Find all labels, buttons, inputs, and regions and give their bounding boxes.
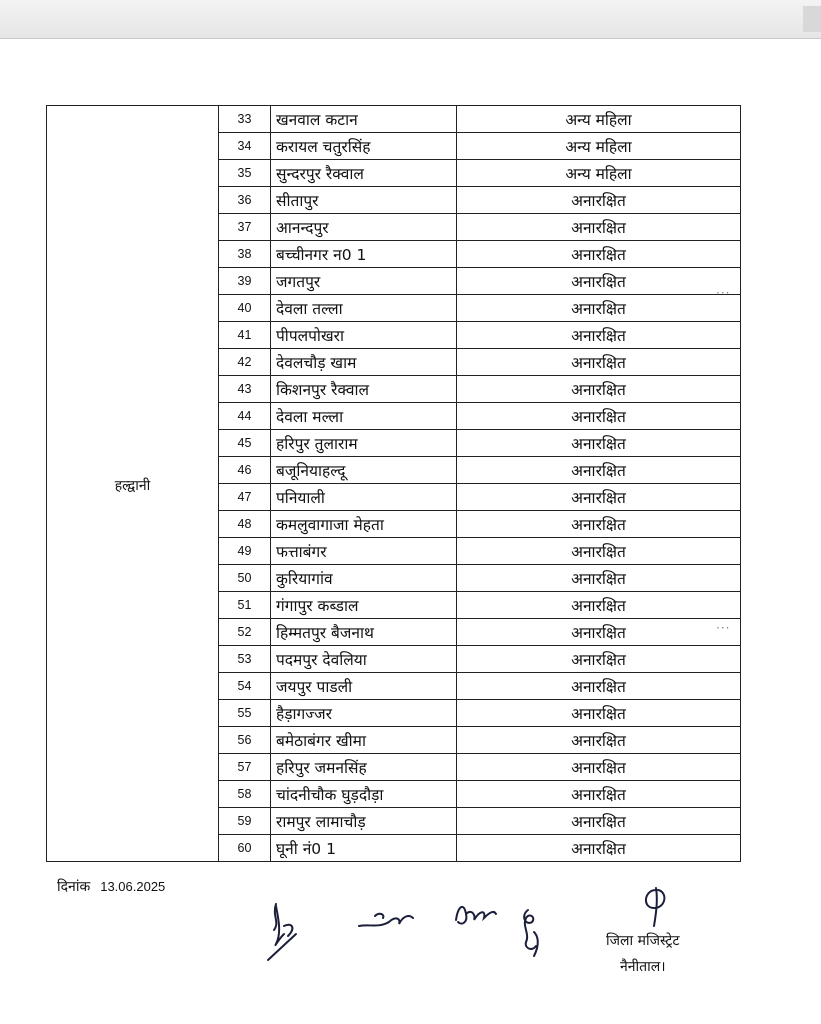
serial-number: 36 (219, 187, 271, 214)
reservation-category: अनारक्षित (457, 187, 741, 214)
village-name: पनियाली (271, 484, 457, 511)
reservation-category: अन्य महिला (457, 106, 741, 133)
serial-number: 54 (219, 673, 271, 700)
reservation-category: अनारक्षित (457, 565, 741, 592)
village-name: चांदनीचौक घुड़दौड़ा (271, 781, 457, 808)
serial-number: 45 (219, 430, 271, 457)
serial-number: 56 (219, 727, 271, 754)
reservation-category: अनारक्षित (457, 430, 741, 457)
village-name: खनवाल कटान (271, 106, 457, 133)
village-name: पदमपुर देवलिया (271, 646, 457, 673)
serial-number: 43 (219, 376, 271, 403)
reservation-category: अनारक्षित (457, 646, 741, 673)
serial-number: 46 (219, 457, 271, 484)
village-name: हरिपुर तुलाराम (271, 430, 457, 457)
signature-2 (355, 906, 417, 936)
serial-number: 47 (219, 484, 271, 511)
village-name: जगतपुर (271, 268, 457, 295)
table-row (47, 106, 741, 133)
reservation-table (46, 105, 741, 862)
reservation-category: अनारक्षित (457, 376, 741, 403)
signature-4 (512, 906, 548, 962)
reservation-category: अनारक्षित (457, 538, 741, 565)
reservation-category: अनारक्षित (457, 835, 741, 862)
reservation-category: अनारक्षित (457, 700, 741, 727)
village-name: सीतापुर (271, 187, 457, 214)
village-name: सुन्दरपुर रैक्वाल (271, 160, 457, 187)
reservation-category: अन्य महिला (457, 160, 741, 187)
village-name: आनन्दपुर (271, 214, 457, 241)
village-name: करायल चतुरसिंह (271, 133, 457, 160)
designation-title: जिला मजिस्ट्रेट (606, 933, 680, 949)
village-name: बच्चीनगर न0 1 (271, 241, 457, 268)
serial-number: 51 (219, 592, 271, 619)
serial-number: 33 (219, 106, 271, 133)
reservation-category: अनारक्षित (457, 268, 741, 295)
village-name: देवला तल्ला (271, 295, 457, 322)
viewer-top-bar (0, 0, 821, 39)
reservation-category: अनारक्षित (457, 511, 741, 538)
reservation-table-body (47, 106, 741, 862)
serial-number: 50 (219, 565, 271, 592)
reservation-category: अनारक्षित (457, 214, 741, 241)
village-name: देवलचौड़ खाम (271, 349, 457, 376)
serial-number: 60 (219, 835, 271, 862)
reservation-category: अनारक्षित (457, 484, 741, 511)
serial-number: 58 (219, 781, 271, 808)
serial-number: 44 (219, 403, 271, 430)
reservation-category: अनारक्षित (457, 322, 741, 349)
reservation-category: अनारक्षित (457, 457, 741, 484)
village-name: घूनी नं0 1 (271, 835, 457, 862)
village-name: गंगापुर कब्डाल (271, 592, 457, 619)
date-value: 13.06.2025 (100, 879, 166, 894)
reservation-category: अनारक्षित (457, 349, 741, 376)
serial-number: 41 (219, 322, 271, 349)
village-name: कुरियागांव (271, 565, 457, 592)
signature-3 (450, 896, 500, 932)
designation-location: नैनीताल। (620, 959, 666, 975)
serial-number: 48 (219, 511, 271, 538)
serial-number: 38 (219, 241, 271, 268)
reservation-category: अनारक्षित (457, 754, 741, 781)
reservation-category: अनारक्षित (457, 808, 741, 835)
village-name: रामपुर लामाचौड़ (271, 808, 457, 835)
signature-1 (262, 896, 312, 962)
village-name: देवला मल्ला (271, 403, 457, 430)
date-line (57, 877, 165, 896)
serial-number: 37 (219, 214, 271, 241)
village-name: किशनपुर रैक्वाल (271, 376, 457, 403)
serial-number: 39 (219, 268, 271, 295)
serial-number: 55 (219, 700, 271, 727)
serial-number: 59 (219, 808, 271, 835)
reservation-category: अनारक्षित (457, 619, 741, 646)
reservation-category: अनारक्षित (457, 403, 741, 430)
serial-number: 40 (219, 295, 271, 322)
serial-number: 34 (219, 133, 271, 160)
reservation-category: अनारक्षित (457, 781, 741, 808)
village-name: कमलुवागाजा मेहता (271, 511, 457, 538)
serial-number: 53 (219, 646, 271, 673)
scan-speck: ··· (716, 286, 731, 300)
village-name: बजूनियाहल्दू (271, 457, 457, 484)
serial-number: 49 (219, 538, 271, 565)
scan-speck: ··· (716, 621, 731, 635)
village-name: हिम्मतपुर बैजनाथ (271, 619, 457, 646)
designation-block (606, 928, 680, 980)
reservation-category: अनारक्षित (457, 295, 741, 322)
village-name: हरिपुर जमनसिंह (271, 754, 457, 781)
serial-number: 42 (219, 349, 271, 376)
date-label: दिनांक (57, 879, 91, 895)
village-name: जयपुर पाडली (271, 673, 457, 700)
village-name: बमेठाबंगर खीमा (271, 727, 457, 754)
serial-number: 57 (219, 754, 271, 781)
district-cell: हल्द्वानी (47, 106, 219, 862)
reservation-category: अनारक्षित (457, 727, 741, 754)
village-name: हैड़ागज्जर (271, 700, 457, 727)
serial-number: 35 (219, 160, 271, 187)
village-name: पीपलपोखरा (271, 322, 457, 349)
reservation-category: अनारक्षित (457, 673, 741, 700)
reservation-category: अन्य महिला (457, 133, 741, 160)
serial-number: 52 (219, 619, 271, 646)
viewer-edge (803, 6, 821, 32)
signature-5 (636, 884, 676, 928)
reservation-category: अनारक्षित (457, 592, 741, 619)
village-name: फत्ताबंगर (271, 538, 457, 565)
reservation-category: अनारक्षित (457, 241, 741, 268)
